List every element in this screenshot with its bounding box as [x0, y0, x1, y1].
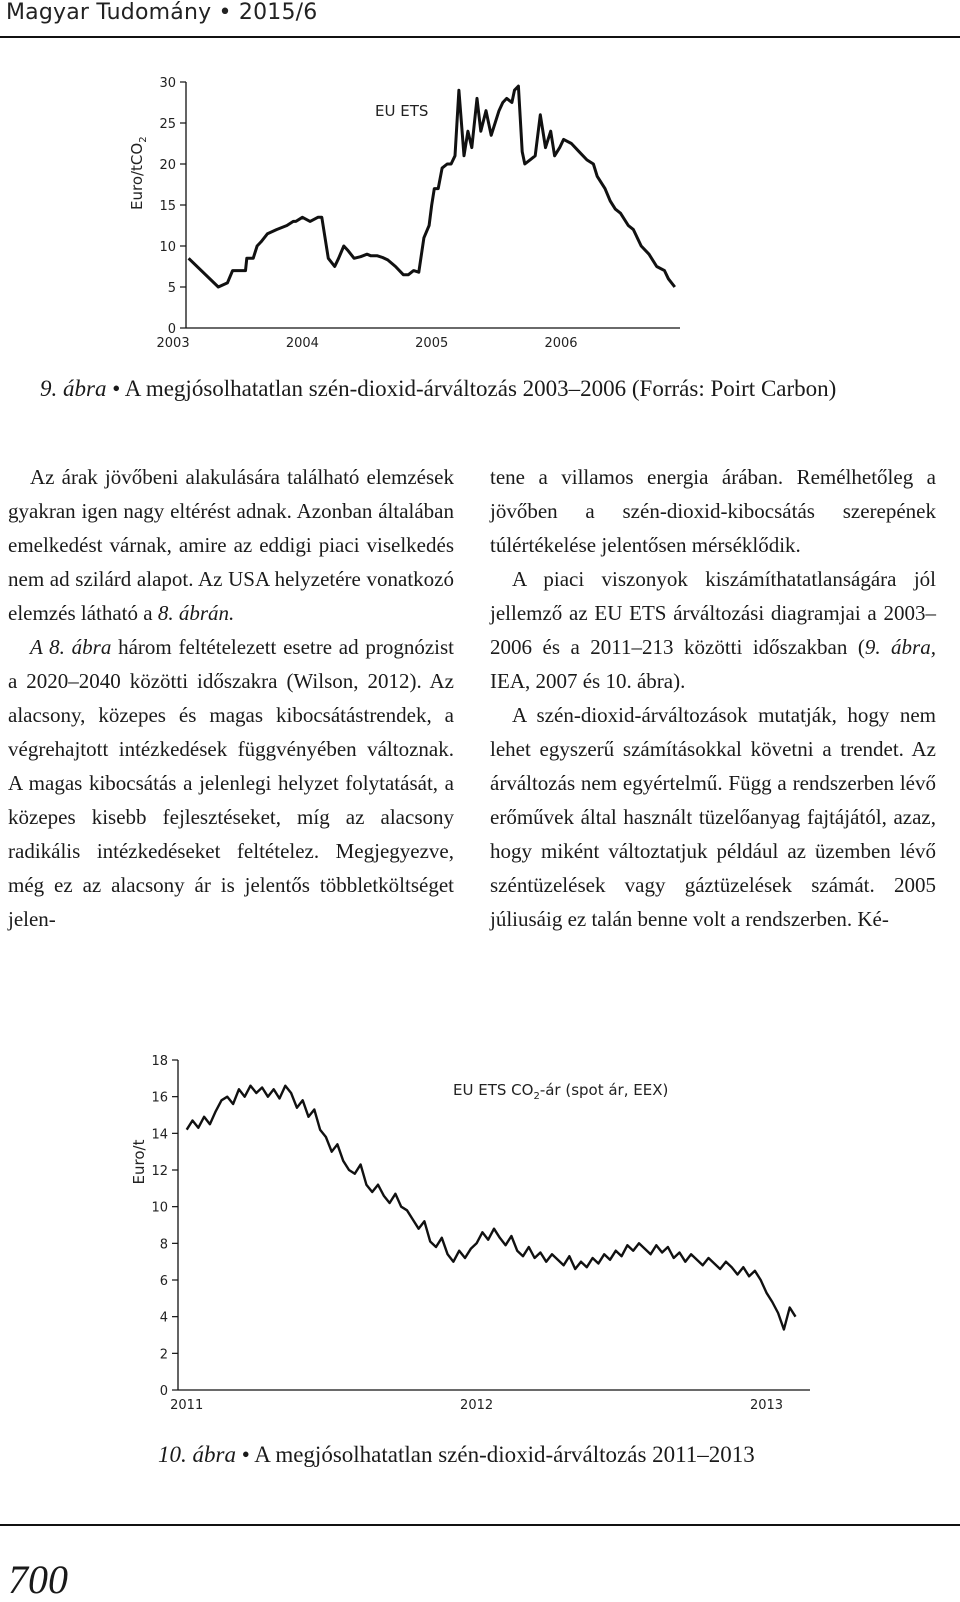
chart-title: EU ETS $CO_2-ár$ (spot ár, EEX) — [453, 1081, 669, 1102]
y-tick-label: 0 — [167, 322, 176, 337]
figure9-caption-lead: 9. ábra — [40, 376, 107, 401]
x-tick-label: 2004 — [285, 336, 319, 351]
y-axis-label: Euro/t — [130, 1139, 148, 1185]
figure-reference: A 8. ábra — [30, 635, 112, 659]
figure10-caption — [158, 1442, 755, 1468]
y-tick-label: 16 — [151, 1090, 168, 1106]
right-paragraph-3: A szén-dioxid-árváltozások mutatják, hogy nem lehet egyszerű számításokkal követni a trendet. Az árváltozás nem egyértelmű. Függ a rendszerben lévő erőművek által használt tüzelőanyag fajtájától, azaz, hogy miként változtatjuk például az üzemben lévő széntüzelések vagy gáztüzelések számát. 2005 júliusáig ez talán benne volt a rendszerben. Ké- — [490, 703, 936, 931]
figure-reference: 9. ábra, — [864, 635, 936, 659]
y-tick-label: 10 — [159, 240, 176, 255]
series-line — [187, 1086, 796, 1330]
chart-eu-ets-2003-2006 — [120, 60, 720, 365]
header-rule — [0, 36, 960, 38]
y-tick-label: 2 — [159, 1347, 168, 1363]
right-paragraph-2: A piaci viszonyok kiszámíthatatlanságára jól jellemző az EU ETS árváltozási diagramjai a 2003–2006 és a 2011–213 közötti időszakban (9. ábra, IEA, 2007 és 10. ábra). — [490, 567, 936, 693]
y-tick-label: 15 — [159, 199, 176, 214]
left-paragraph-1: Az árak jövőbeni alakulására található elemzések gyakran igen nagy eltérést adnak. Azonban általában emelkedést várnak, amire az eddigi piaci viselkedés nem ad szilárd alapot. Az USA helyzetére vonatkozó elemzés látható a 8. ábrán. — [8, 465, 454, 625]
figure10-caption-lead: 10. ábra — [158, 1442, 236, 1467]
x-tick-label: 2012 — [460, 1398, 494, 1413]
left-paragraph-2: A 8. ábra három feltételezett esetre ad prognózist a 2020–2040 közötti időszakra (Wilson, 2012). Az alacsony, közepes és magas kibocsátástrendek, a végrehajtott intézkedések függvényében változnak. A magas kibocsátás a jelenlegi helyzet folytatását, a közepes kisebb fejlesztéseket, míg az alacsony radikális intézkedéseket feltételez. Megjegyezve, még ez az alacsony ár is jelentős többletköltséget jelen- — [8, 635, 455, 931]
right-paragraph-1: tene a villamos energia árában. Remélhetőleg a jövőben a szén-dioxid-kibocsátás szerepének túlértékelése jelentősen mérséklődik. — [490, 465, 936, 557]
figure-reference: 8. ábrán. — [157, 601, 235, 625]
y-tick-label: 30 — [159, 76, 176, 91]
y-tick-label: 20 — [159, 158, 176, 173]
y-tick-label: 6 — [159, 1274, 168, 1289]
figure10-caption-text: • A megjósolhatatlan szén-dioxid-árváltozás 2011–2013 — [235, 1442, 755, 1467]
x-tick-label: 2005 — [415, 336, 449, 351]
y-tick-label: 4 — [159, 1310, 168, 1326]
y-tick-label: 25 — [159, 117, 176, 132]
y-tick-label: 14 — [151, 1127, 168, 1143]
figure9-caption-text: • A megjósolhatatlan szén-dioxid-árváltozás 2003–2006 (Forrás: Poirt Carbon) — [106, 376, 837, 401]
figure9-caption — [40, 376, 836, 402]
page-number: 700 — [8, 1557, 68, 1602]
y-tick-label: 5 — [167, 281, 176, 296]
chart-title: EU ETS — [375, 102, 429, 120]
running-header: Magyar Tudomány • 2015/6 — [6, 0, 318, 25]
y-tick-label: 0 — [159, 1384, 168, 1399]
footer-rule — [0, 1524, 960, 1526]
x-tick-label: 2013 — [749, 1398, 784, 1413]
y-tick-label: 10 — [151, 1200, 168, 1216]
y-tick-label: 18 — [151, 1054, 168, 1069]
x-tick-label: 2006 — [544, 336, 578, 351]
series-line — [189, 86, 675, 287]
right-column — [490, 460, 936, 936]
x-tick-label: 2011 — [170, 1398, 204, 1413]
y-axis-label: Euro/tCO$_2$ — [128, 136, 149, 210]
y-tick-label: 12 — [151, 1164, 168, 1179]
chart-eu-ets-2011-2013 — [120, 1050, 840, 1430]
y-tick-label: 8 — [159, 1237, 168, 1253]
left-column — [8, 460, 454, 936]
x-tick-label: 2003 — [156, 336, 190, 351]
